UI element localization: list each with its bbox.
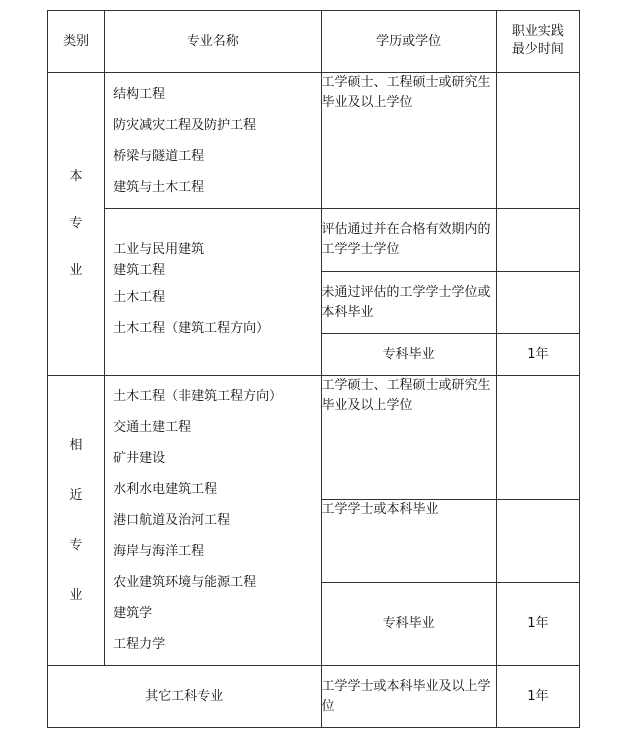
major-item: 海岸与海洋工程: [113, 544, 205, 559]
major-item: 土木工程（非建筑工程方向）: [113, 389, 283, 404]
ben-group1-education: 工学硕士、工程硕士或研究生毕业及以上学位: [321, 73, 496, 209]
ben-row-b-education: 未通过评估的工学学士学位或本科毕业: [321, 272, 496, 334]
category-near-char-2: 近: [69, 487, 83, 503]
ben-row-a-years: [496, 209, 579, 272]
near-row-a-years: [496, 376, 579, 500]
category-near: [48, 376, 105, 666]
major-item: 建筑与土木工程: [113, 179, 205, 195]
category-near-char-3: 专: [69, 537, 83, 553]
near-row-c-years: 1年: [496, 583, 579, 666]
ben-row-a: [48, 209, 580, 272]
category-near-char-4: 业: [69, 587, 83, 603]
major-item: 水利水电建筑工程: [113, 482, 218, 497]
header-major: 专业名称: [105, 11, 321, 73]
header-years: [496, 11, 579, 73]
header-education: 学历或学位: [321, 11, 496, 73]
major-item: 建筑工程: [113, 263, 166, 278]
ben-row-b-years: [496, 272, 579, 334]
ben-group1-years: [496, 73, 579, 209]
ben-group1-majors: [105, 73, 321, 209]
ben-row-c-education: 专科毕业: [321, 334, 496, 376]
header-years-line1: 职业实践: [511, 24, 564, 39]
near-majors: [105, 376, 321, 666]
ben-group1-row: [48, 73, 580, 209]
header-category: 类别: [48, 11, 105, 73]
near-row-b-years: [496, 500, 579, 583]
major-item: 工业与民用建筑: [113, 242, 205, 257]
header-row: [48, 11, 580, 73]
other-years: 1年: [496, 666, 579, 728]
header-years-line2: 最少时间: [511, 42, 564, 57]
near-row-a: [48, 376, 580, 500]
major-item: 土木工程（建筑工程方向）: [113, 321, 270, 336]
major-item: 农业建筑环境与能源工程: [113, 575, 257, 590]
ben-row-a-education: 评估通过并在合格有效期内的工学学士学位: [321, 209, 496, 272]
category-near-char-1: 相: [69, 437, 83, 453]
requirements-table: [47, 10, 580, 728]
major-item: 工程力学: [113, 637, 166, 652]
ben-group2-majors: [105, 209, 321, 376]
ben-row-c-years: 1年: [496, 334, 579, 376]
major-item: 桥梁与隧道工程: [113, 148, 205, 164]
major-item: 土木工程: [113, 290, 166, 305]
near-row-b-education: 工学学士或本科毕业: [321, 500, 496, 583]
other-category: 其它工科专业: [48, 666, 322, 728]
major-item: 矿井建设: [113, 451, 166, 466]
category-ben-char-1: 本: [69, 169, 83, 184]
category-ben: [48, 73, 105, 376]
major-item: 结构工程: [113, 86, 166, 102]
near-row-a-education: 工学硕士、工程硕士或研究生毕业及以上学位: [321, 376, 496, 500]
major-item: 交通土建工程: [113, 420, 192, 435]
major-item: 建筑学: [113, 606, 153, 621]
category-ben-char-2: 专: [69, 216, 83, 231]
category-ben-char-3: 业: [69, 263, 83, 278]
major-item: 防灾减灾工程及防护工程: [113, 117, 257, 133]
near-row-c-education: 专科毕业: [321, 583, 496, 666]
major-item: 港口航道及治河工程: [113, 513, 231, 528]
other-row: [48, 666, 580, 728]
other-education: 工学学士或本科毕业及以上学位: [321, 666, 496, 728]
